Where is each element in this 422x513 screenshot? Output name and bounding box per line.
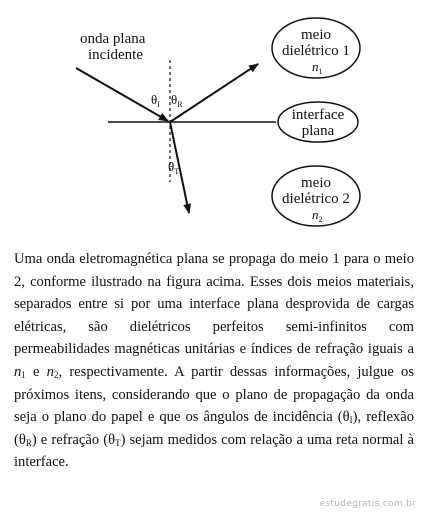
reflected-ray (170, 64, 258, 122)
interface-line2: plana (301, 123, 335, 139)
incident-label-line1: onda plana (80, 31, 146, 47)
interface-line1: interface (291, 107, 345, 123)
question-paragraph: Uma onda eletromagnética plana se propaga do meio 1 para o meio 2, conforme ilustrado na figura acima. Esses dois meios materiais, separados entre si por uma interface plana desprovida de cargas elétricas, são dielétricos perfeitos semi-infinitos com permeabilidades magnéticas unitárias e índices de refração iguais a $n_1$ e $n_2$, respectivamente. A partir dessas informações, julgue os próximos itens, considerando que o plano de propagação da onda seja o plano do papel e que os ângulos de incidência $(\theta_I)$, reflexão $(\theta_R)$ e refração $(\theta_T)$ sejam medidos com relação a uma reta normal à interface. (14, 251, 414, 471)
theta-refraction: $\theta_T$ (168, 159, 180, 176)
optics-diagram (0, 0, 422, 235)
medium2-line1: meio (301, 175, 331, 191)
theta-incidence: $\theta_I$ (151, 92, 160, 109)
medium2-line2: dielétrico 2 (282, 191, 350, 207)
incident-label-line2: incidente (88, 47, 143, 63)
medium1-line2: dielétrico 1 (282, 43, 350, 59)
watermark: estudegratis.com.br (319, 499, 416, 509)
medium1-line1: meio (301, 27, 331, 43)
theta-reflection: $\theta_R$ (171, 92, 183, 109)
medium1-index: $n_1$ (312, 59, 323, 76)
medium2-index: $n_2$ (312, 207, 323, 224)
